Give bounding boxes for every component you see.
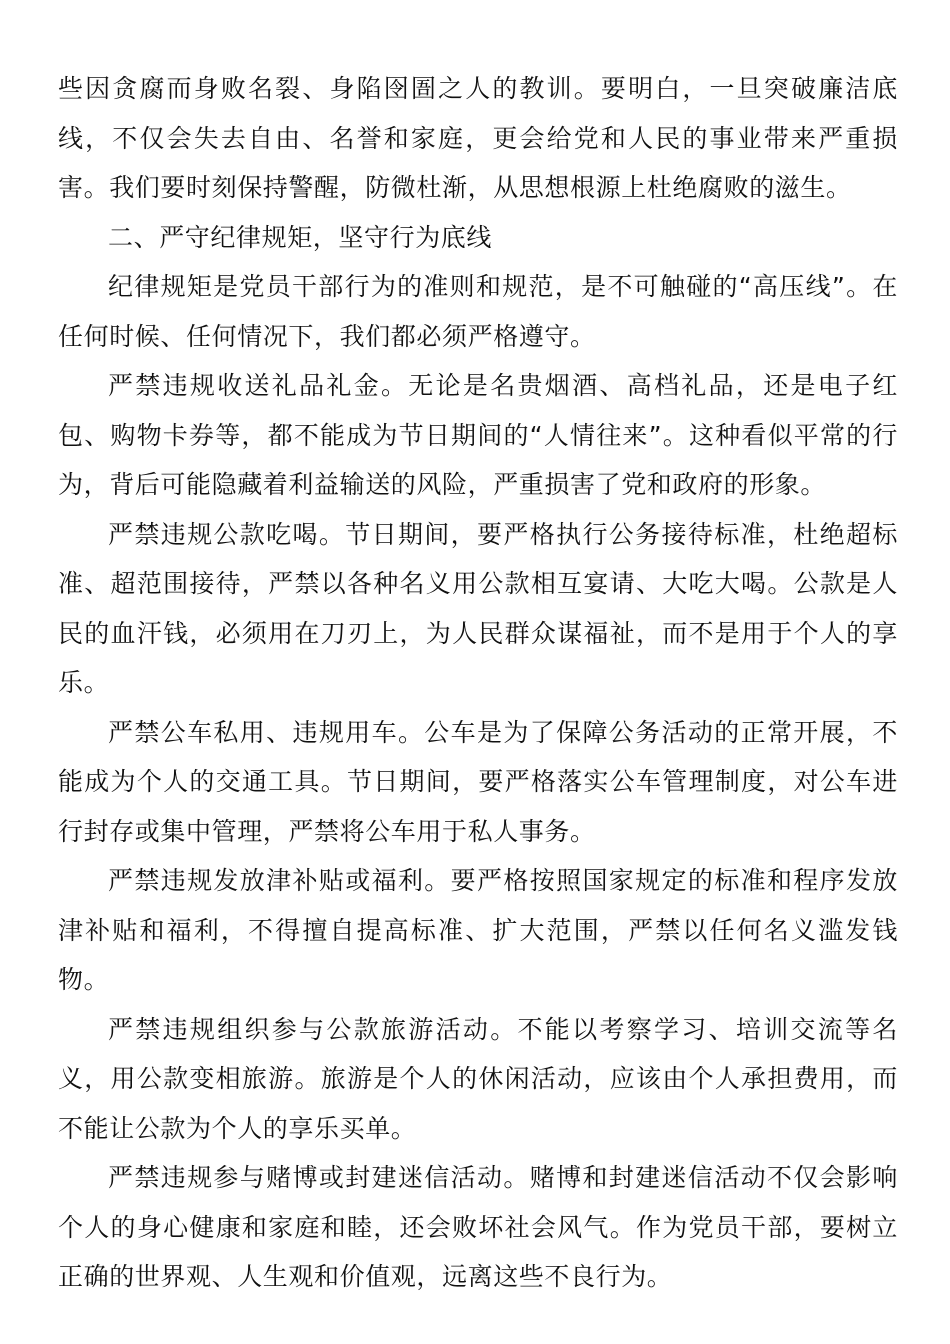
paragraph-banquets: 严禁违规公款吃喝。节日期间，要严格执行公务接待标准，杜绝超标准、超范围接待，严禁以各种名义用公款相互宴请、大吃大喝。公款是人民的血汗钱，必须用在刀刃上，为人民群众谋福祉，而不是用于个人的享乐。 bbox=[58, 519, 898, 697]
section-heading: 二、严守纪律规矩，坚守行为底线 bbox=[108, 222, 493, 252]
paragraph-official-cars: 严禁公车私用、违规用车。公车是为了保障公务活动的正常开展，不能成为个人的交通工具。节日期间，要严格落实公车管理制度，对公车进行封存或集中管理，严禁将公车用于私人事务。 bbox=[58, 717, 898, 846]
paragraph-gambling: 严禁违规参与赌博或封建迷信活动。赌博和封建迷信活动不仅会影响个人的身心健康和家庭和睦，还会败坏社会风气。作为党员干部，要树立正确的世界观、人生观和价值观，远离这些不良行为。 bbox=[58, 1163, 898, 1291]
document-page bbox=[58, 64, 898, 1302]
paragraph-tourism: 严禁违规组织参与公款旅游活动。不能以考察学习、培训交流等名义，用公款变相旅游。旅游是个人的休闲活动，应该由个人承担费用，而不能让公款为个人的享乐买单。 bbox=[58, 1014, 898, 1143]
paragraph-allowances: 严禁违规发放津补贴或福利。要严格按照国家规定的标准和程序发放津补贴和福利，不得擅自提高标准、扩大范围，严禁以任何名义滥发钱物。 bbox=[58, 866, 898, 994]
paragraph-discipline-intro: 纪律规矩是党员干部行为的准则和规范，是不可触碰的“高压线”。在任何时候、任何情况下，我们都必须严格遵守。 bbox=[58, 272, 898, 351]
paragraph-continued: 些因贪腐而身败名裂、身陷囹圄之人的教训。要明白，一旦突破廉洁底线，不仅会失去自由、名誉和家庭，更会给党和人民的事业带来严重损害。我们要时刻保持警醒，防微杜渐，从思想根源上杜绝腐败的滋生。 bbox=[58, 74, 898, 202]
paragraph-gifts: 严禁违规收送礼品礼金。无论是名贵烟酒、高档礼品，还是电子红包、购物卡券等，都不能成为节日期间的“人情往来”。这种看似平常的行为，背后可能隐藏着利益输送的风险，严重损害了党和政府的形象。 bbox=[58, 371, 898, 499]
